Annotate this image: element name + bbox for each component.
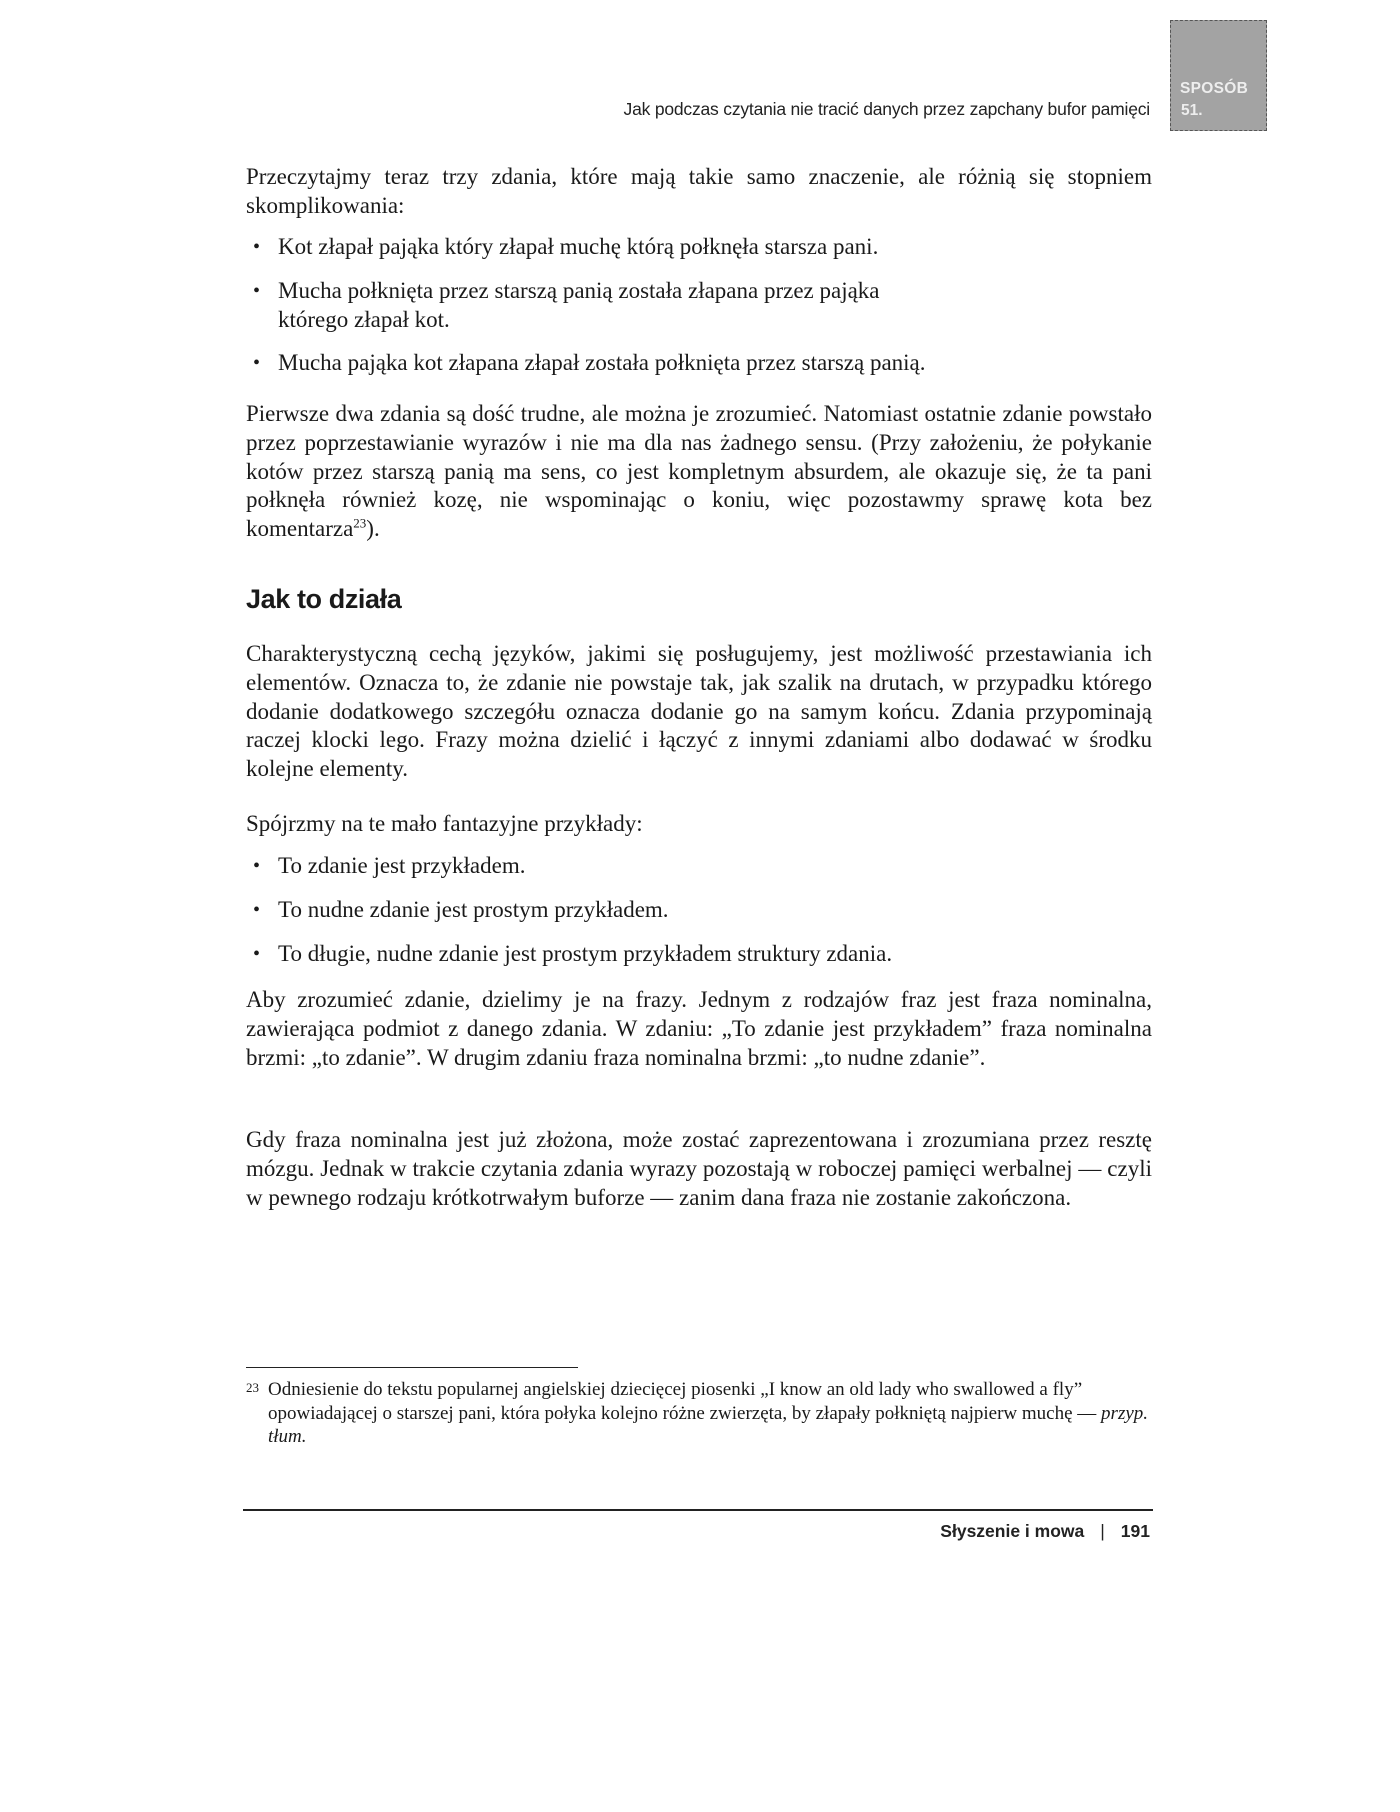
footnote bbox=[246, 1378, 1152, 1449]
list-item: • To nudne zdanie jest prostym przykładem. bbox=[253, 896, 669, 922]
paragraph-2: Pierwsze dwa zdania są dość trudne, ale można je zrozumieć. Natomiast ostatnie zdanie powstało przez poprzestawianie wyrazów i nie ma dla nas żadnego sensu. (Przy założeniu, że połykanie kotów przez starszą panią ma sens, co jest kompletnym absurdem, ale okazuje się, że ta pani połknęła również kozę, nie wspominając o koniu, więc pozostawmy sprawę kota bez komentarza$^{23}$). bbox=[246, 401, 1152, 542]
footer-divider bbox=[243, 1509, 1153, 1511]
paragraph-3-block bbox=[246, 640, 1152, 784]
hack-number-tab bbox=[1170, 20, 1267, 131]
list-item: • To zdanie jest przykładem. bbox=[253, 853, 526, 878]
tab-label: SPOSÓB bbox=[1180, 80, 1249, 97]
running-header: Jak podczas czytania nie tracić danych przez zapchany bufor pamięci bbox=[623, 99, 1150, 119]
footnote-number: 23 bbox=[246, 1380, 259, 1395]
tab-number: 51. bbox=[1181, 102, 1203, 119]
bullet-list-sentences bbox=[246, 233, 1152, 378]
intro-paragraph: Przeczytajmy teraz trzy zdania, które mają takie samo znaczenie, ale różnią się stopniem skomplikowania: bbox=[246, 164, 1152, 218]
paragraph-4-block bbox=[246, 810, 1152, 839]
paragraph-2-block bbox=[246, 400, 1152, 544]
section-heading: Jak to działa bbox=[246, 584, 402, 614]
footer-chapter: Słyszenie i mowa bbox=[940, 1521, 1085, 1541]
paragraph-5-block bbox=[246, 986, 1152, 1072]
paragraph-6: Gdy fraza nominalna jest już złożona, może zostać zaprezentowana i zrozumiana przez resztę mózgu. Jednak w trakcie czytania zdania wyrazy pozostają w roboczej pamięci werbalnej — czyli w pewnego rodzaju krótkotrwałym buforze — zanim dana fraza nie zostanie zakończona. bbox=[246, 1127, 1152, 1210]
list-item: • Mucha pająka kot złapana złapał została połknięta przez starszą panią. bbox=[253, 350, 926, 376]
paragraph-4: Spójrzmy na te mało fantazyjne przykłady: bbox=[246, 811, 643, 836]
list-item: • Mucha połknięta przez starszą panią została złapana przez pająka którego złapał kot. bbox=[253, 277, 880, 332]
footer-separator: | bbox=[1100, 1521, 1105, 1541]
intro-paragraph-block bbox=[246, 163, 1152, 221]
list-item: • To długie, nudne zdanie jest prostym przykładem struktury zdania. bbox=[253, 940, 893, 966]
list-item: • Kot złapał pająka który złapał muchę którą połknęła starsza pani. bbox=[253, 234, 879, 259]
footnote-reference[interactable]: 23 bbox=[353, 515, 367, 531]
paragraph-3: Charakterystyczną cechą języków, jakimi się posługujemy, jest możliwość przestawiania ich elementów. Oznacza to, że zdanie nie powstaje tak, jak szalik na drutach, w przypadku którego dodanie dodatkowego szczegółu oznacza dodanie go na samym końcu. Zdania przypominają raczej klocki lego. Frazy można dzielić i łączyć z innymi zdaniami albo dodawać w środku kolejne elementy. bbox=[246, 641, 1152, 782]
footnote-divider bbox=[246, 1367, 578, 1368]
bullet-list-examples bbox=[246, 852, 1152, 968]
paragraph-5: Aby zrozumieć zdanie, dzielimy je na frazy. Jednym z rodzajów fraz jest fraza nominalna, zawierająca podmiot z danego zdania. W zdaniu: „To zdanie jest przykładem” fraza nominalna brzmi: „to zdanie”. W drugim zdaniu fraza nominalna brzmi: „to nudne zdanie”. bbox=[246, 987, 1152, 1070]
paragraph-6-block bbox=[246, 1126, 1152, 1212]
page-number: 191 bbox=[1120, 1521, 1150, 1541]
footnote-text: Odniesienie do tekstu popularnej angielskiej dziecięcej piosenki „I know an old lady who swallowed a fly” opowiadającej o starszej pani, która połyka kolejno różne zwierzęta, by złapały połkniętą najpierw muchę — przyp. tłum. bbox=[268, 1379, 1149, 1447]
page-footer bbox=[800, 1521, 1150, 1542]
